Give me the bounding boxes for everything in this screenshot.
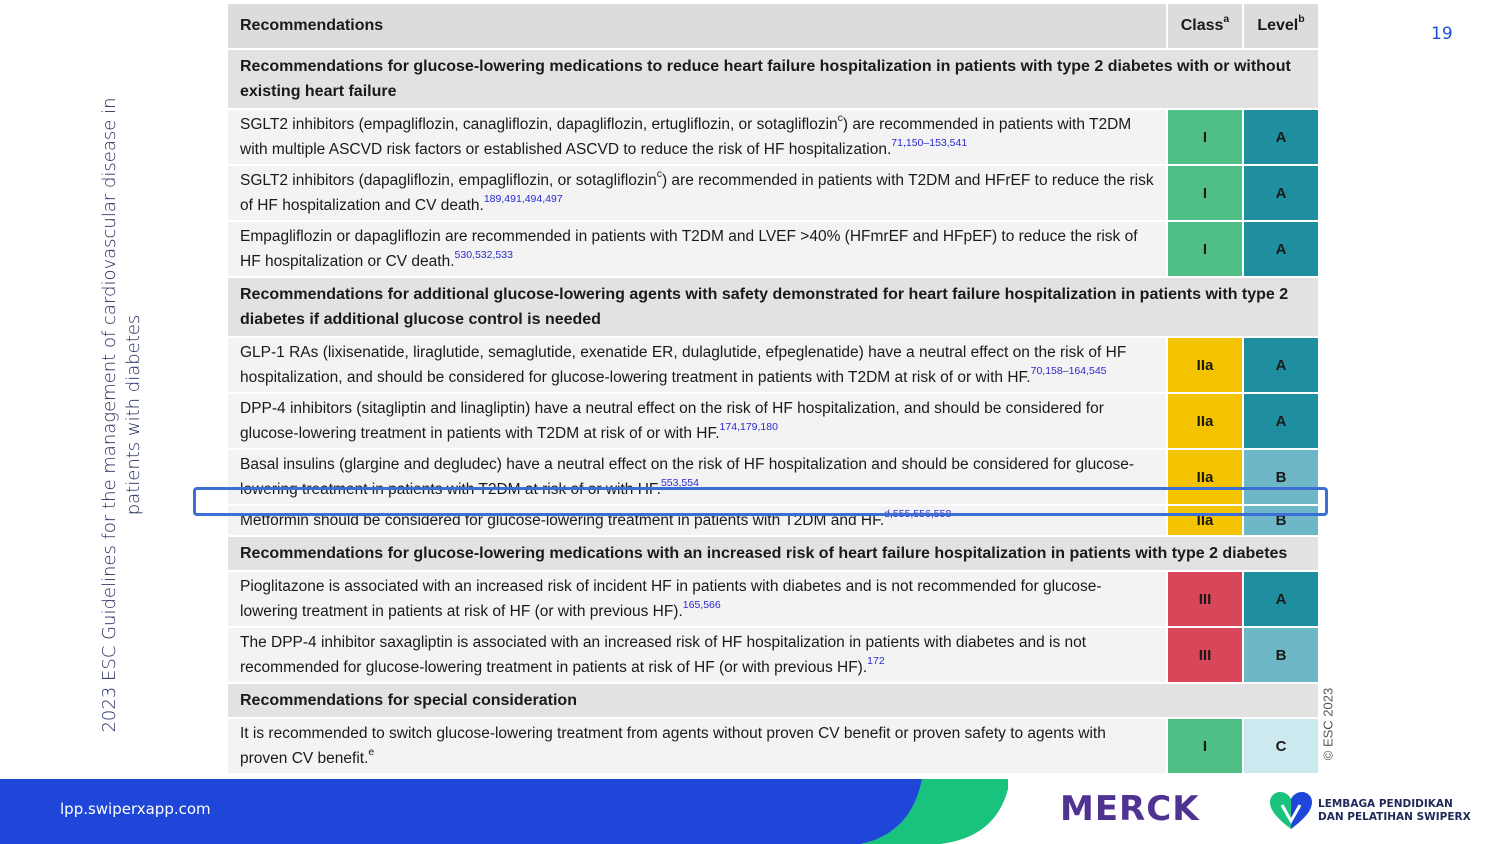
table-row bbox=[227, 571, 1319, 627]
copyright-notice: © ESC 2023 bbox=[1320, 687, 1336, 761]
level-badge: B bbox=[1243, 505, 1319, 536]
reference-numbers: 71,150–153,541 bbox=[891, 136, 968, 149]
class-badge: I bbox=[1167, 109, 1243, 165]
level-badge: A bbox=[1243, 109, 1319, 165]
level-badge: A bbox=[1243, 571, 1319, 627]
recommendation-text: Basal insulins (glargine and degludec) have a neutral effect on the risk of HF hospitalization and should be considered for glucose-lowering treatment in patients with T2DM at risk of or with HF.$^{553,554}$ bbox=[227, 449, 1167, 505]
table-row bbox=[227, 718, 1319, 774]
table-row bbox=[227, 165, 1319, 221]
class-badge: IIa bbox=[1167, 505, 1243, 536]
recommendation-text: DPP-4 inhibitors (sitagliptin and linagliptin) have a neutral effect on the risk of HF hospitalization, and should be considered for glucose-lowering treatment in patients with T2DM at risk of or with HF.$^{174,179,180}$ bbox=[227, 393, 1167, 449]
level-badge: A bbox=[1243, 337, 1319, 393]
recommendation-text: The DPP-4 inhibitor saxagliptin is associated with an increased risk of HF hospitalization in patients with diabetes and is not recommended for glucose-lowering treatment in patients at risk of HF (or with previous HF).$^{172}$ bbox=[227, 627, 1167, 683]
footer-url-link[interactable]: lpp.swiperxapp.com bbox=[60, 800, 211, 818]
table-row bbox=[227, 393, 1319, 449]
page-number: 19 bbox=[1431, 24, 1453, 44]
swiperx-logo bbox=[1268, 791, 1490, 831]
reference-numbers: 553,554 bbox=[660, 476, 699, 489]
merck-logo: MERCK bbox=[1060, 789, 1200, 829]
level-badge: A bbox=[1243, 221, 1319, 277]
highlight-box bbox=[193, 487, 1328, 516]
header-recommendations: Recommendations bbox=[227, 3, 1167, 49]
table-row bbox=[227, 627, 1319, 683]
section-title: Recommendations for special consideration bbox=[227, 683, 1319, 718]
level-badge: B bbox=[1243, 627, 1319, 683]
level-badge: B bbox=[1243, 449, 1319, 505]
class-badge: IIa bbox=[1167, 393, 1243, 449]
class-badge: I bbox=[1167, 165, 1243, 221]
table-header-row bbox=[227, 3, 1319, 49]
class-badge: I bbox=[1167, 221, 1243, 277]
footer bbox=[0, 779, 1500, 844]
reference-numbers: 530,532,533 bbox=[454, 248, 513, 261]
section-row bbox=[227, 49, 1319, 109]
class-badge: IIa bbox=[1167, 449, 1243, 505]
swiperx-wordmark: LEMBAGA PENDIDIKAN DAN PELATIHAN SWIPERX bbox=[1318, 798, 1471, 823]
recommendation-text: GLP-1 RAs (lixisenatide, liraglutide, semaglutide, exenatide ER, dulaglutide, efpeglenatide) have a neutral effect on the risk of HF hospitalization, and should be considered for glucose-lowering treatment in patients with T2DM at risk of or with HF.$^{70,158-164,545}$ bbox=[227, 337, 1167, 393]
table-row bbox=[227, 109, 1319, 165]
level-badge: C bbox=[1243, 718, 1319, 774]
recommendation-text: Pioglitazone is associated with an increased risk of incident HF in patients with diabetes and is not recommended for glucose-lowering treatment in patients at risk of HF (or with previous HF).$^{165,566}$ bbox=[227, 571, 1167, 627]
recommendation-text: Metformin should be considered for glucose-lowering treatment in patients with T2DM and HF.$^{d,555,556,558}$ bbox=[227, 505, 1167, 536]
reference-numbers: 189,491,494,497 bbox=[483, 192, 563, 205]
recommendations-table bbox=[226, 2, 1320, 775]
reference-numbers: 174,179,180 bbox=[719, 420, 778, 433]
level-badge: A bbox=[1243, 165, 1319, 221]
class-badge: III bbox=[1167, 627, 1243, 683]
reference-numbers: 70,158–164,545 bbox=[1030, 364, 1107, 377]
reference-numbers: 165,566 bbox=[682, 598, 721, 611]
recommendation-text: SGLT2 inhibitors (empagliflozin, canagliflozin, dapagliflozin, ertugliflozin, or sotagliflozin$^c$) are recommended in patients with T2DM with multiple ASCVD risk factors or established ASCVD to reduce the risk of HF hospitalization.$^{71,150-153,541}$ bbox=[227, 109, 1167, 165]
table-row bbox=[227, 221, 1319, 277]
class-badge: III bbox=[1167, 571, 1243, 627]
section-row bbox=[227, 536, 1319, 571]
section-title: Recommendations for additional glucose-lowering agents with safety demonstrated for heart failure hospitalization in patients with type 2 diabetes if additional glucose control is needed bbox=[227, 277, 1319, 337]
class-badge: I bbox=[1167, 718, 1243, 774]
level-badge: A bbox=[1243, 393, 1319, 449]
recommendation-text: SGLT2 inhibitors (dapagliflozin, empagliflozin, or sotagliflozin$^c$) are recommended in patients with T2DM and HFrEF to reduce the risk of HF hospitalization and CV death.$^{189,491,494,497}$ bbox=[227, 165, 1167, 221]
side-title: 2023 ESC Guidelines for the management of cardiovascular disease in patients with diabetes bbox=[99, 97, 144, 733]
table-row bbox=[227, 337, 1319, 393]
section-row bbox=[227, 277, 1319, 337]
section-title: Recommendations for glucose-lowering medications to reduce heart failure hospitalization in patients with type 2 diabetes with or without existing heart failure bbox=[227, 49, 1319, 109]
reference-numbers: d,555,556,558 bbox=[884, 507, 952, 520]
section-title: Recommendations for glucose-lowering medications with an increased risk of heart failure hospitalization in patients with type 2 diabetes bbox=[227, 536, 1319, 571]
class-badge: IIa bbox=[1167, 337, 1243, 393]
header-class: Class$^a$ bbox=[1167, 3, 1243, 49]
heart-logo-icon bbox=[1268, 791, 1314, 831]
reference-numbers: 172 bbox=[867, 654, 885, 667]
header-level: Level$^b$ bbox=[1243, 3, 1319, 49]
section-row bbox=[227, 683, 1319, 718]
recommendation-text: It is recommended to switch glucose-lowering treatment from agents without proven CV benefit or proven safety to agents with proven CV benefit.$^e$ bbox=[227, 718, 1167, 774]
recommendation-text: Empagliflozin or dapagliflozin are recommended in patients with T2DM and LVEF >40% (HFmrEF and HFpEF) to reduce the risk of HF hospitalization or CV death.$^{530,532,533}$ bbox=[227, 221, 1167, 277]
